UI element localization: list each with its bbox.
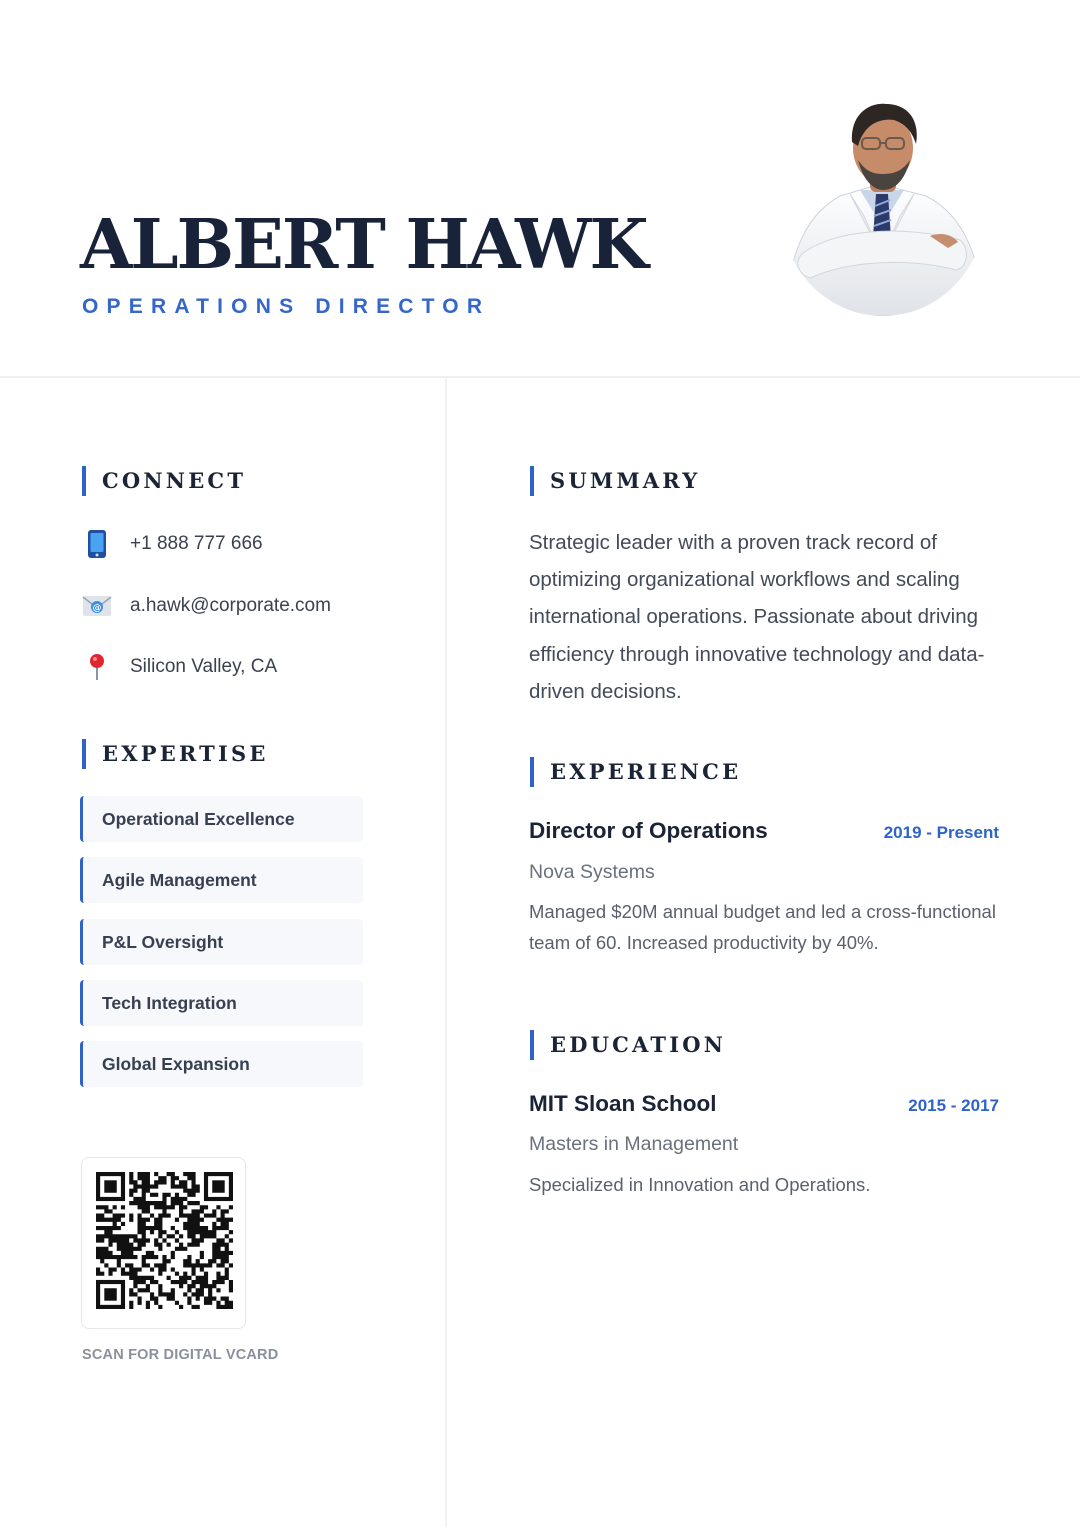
job-title: Director of Operations — [529, 818, 768, 843]
contact-phone-text: +1 888 777 666 — [130, 533, 263, 554]
skill-tag: Operational Excellence — [80, 796, 363, 842]
contact-location-text: Silicon Valley, CA — [130, 656, 278, 677]
education-description: Specialized in Innovation and Operations. — [529, 1174, 871, 1195]
qr-code-icon — [96, 1172, 233, 1309]
skill-tag: P&L Oversight — [80, 919, 363, 965]
expertise-heading: EXPERTISE — [82, 739, 269, 769]
job-dates: 2019 - Present — [883, 823, 999, 842]
skill-tag: Agile Management — [80, 857, 363, 903]
column-divider — [445, 378, 447, 1527]
job-description: Managed $20M annual budget and led a cross-functional team of 60. Increased productivity by 40%. — [529, 901, 996, 953]
education-dates: 2015 - 2017 — [908, 1096, 999, 1115]
candidate-name: ALBERT HAWK — [80, 205, 647, 285]
candidate-role: OPERATIONS DIRECTOR — [82, 295, 491, 318]
skill-tag: Tech Integration — [80, 980, 363, 1026]
connect-heading: CONNECT — [82, 466, 246, 496]
header-divider — [0, 376, 1080, 378]
resume-header — [0, 0, 1080, 376]
degree-name: Masters in Management — [529, 1133, 739, 1155]
profile-photo — [780, 98, 986, 316]
location-pin-icon — [80, 650, 114, 684]
job-company: Nova Systems — [529, 861, 655, 883]
summary-text: Strategic leader with a proven track record of optimizing organizational workflows and scaling international operations. Passionate about driving efficiency through innovative technology and data-driven decisions. — [529, 531, 985, 703]
vcard-qr-code[interactable] — [81, 1157, 246, 1329]
contact-email-text: a.hawk@corporate.com — [130, 595, 331, 616]
skill-tag: Global Expansion — [80, 1041, 363, 1087]
education-heading: EDUCATION — [530, 1030, 726, 1060]
summary-heading: SUMMARY — [530, 466, 700, 496]
svg-text:@: @ — [92, 603, 102, 614]
contact-email[interactable] — [80, 589, 331, 623]
contact-phone[interactable] — [80, 527, 263, 561]
experience-heading: EXPERIENCE — [530, 757, 741, 787]
phone-icon — [80, 527, 114, 561]
qr-caption: SCAN FOR DIGITAL VCARD — [82, 1347, 279, 1363]
email-icon — [80, 589, 114, 623]
school-name: MIT Sloan School — [529, 1091, 717, 1116]
contact-location[interactable] — [80, 650, 277, 684]
